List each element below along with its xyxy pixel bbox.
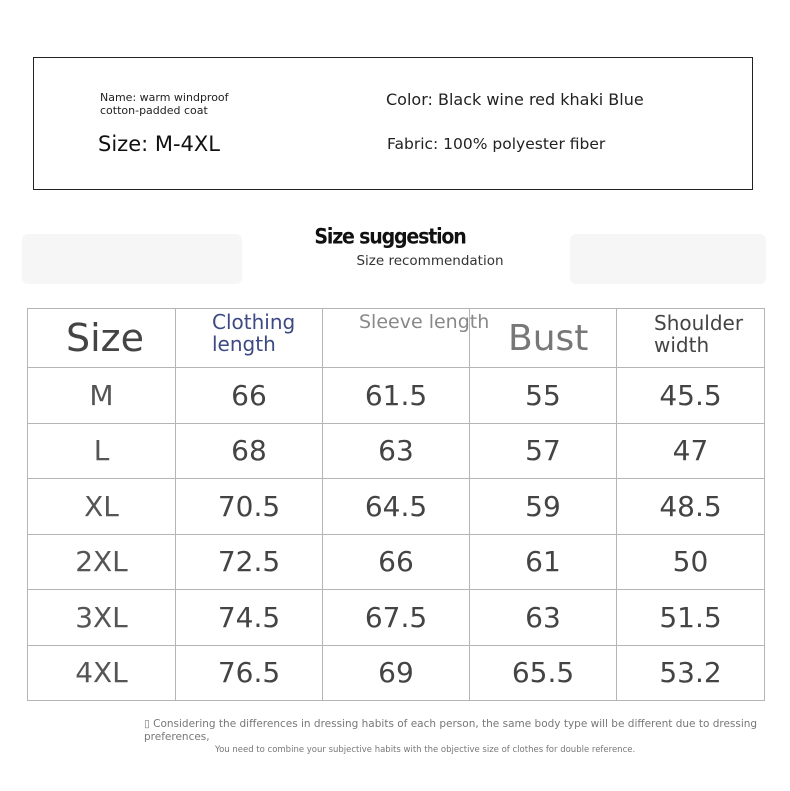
bust-value: 61 bbox=[470, 534, 617, 590]
size-suggestion-title bbox=[0, 225, 790, 249]
product-fabric: Fabric: 100% polyester fiber bbox=[387, 135, 606, 153]
size-suggestion-title-text: Size suggestion bbox=[314, 224, 466, 250]
bust-value: 59 bbox=[470, 479, 617, 535]
clothing-length-value: 72.5 bbox=[176, 534, 323, 590]
reference-advice-note: You need to combine your subjective habits with the objective size of clothes for double reference. bbox=[215, 745, 636, 755]
shoulder-width-value: 53.2 bbox=[617, 645, 765, 701]
fit-disclaimer-note: ▯ Considering the differences in dressing habits of each person, the same body type will be different due to dressing preferences, bbox=[144, 718, 758, 743]
product-info-box bbox=[33, 57, 753, 190]
size-recommendation-subtitle-text: Size recommendation bbox=[356, 253, 504, 269]
table-row bbox=[28, 423, 765, 479]
size-label: 4XL bbox=[28, 645, 176, 701]
header-clothing-length bbox=[176, 309, 323, 368]
header-size: Size bbox=[28, 309, 176, 368]
table-row bbox=[28, 534, 765, 590]
sleeve-length-value: 66 bbox=[323, 534, 470, 590]
header-sleeve-length: Sleeve length bbox=[323, 309, 470, 368]
size-chart-table bbox=[27, 308, 765, 701]
product-name bbox=[100, 91, 260, 117]
header-shoulder-width bbox=[617, 309, 765, 368]
table-row bbox=[28, 368, 765, 424]
header-shoulder-width-line1: Shoulder bbox=[654, 311, 744, 335]
sleeve-length-value: 69 bbox=[323, 645, 470, 701]
shoulder-width-value: 50 bbox=[617, 534, 765, 590]
shoulder-width-value: 45.5 bbox=[617, 368, 765, 424]
clothing-length-value: 66 bbox=[176, 368, 323, 424]
bust-value: 65.5 bbox=[470, 645, 617, 701]
size-label: XL bbox=[28, 479, 176, 535]
header-bust: Bust bbox=[470, 309, 617, 368]
product-size-range: Size: M-4XL bbox=[98, 132, 221, 156]
bust-value: 57 bbox=[470, 423, 617, 479]
size-label: L bbox=[28, 423, 176, 479]
shoulder-width-value: 47 bbox=[617, 423, 765, 479]
size-recommendation-subtitle bbox=[0, 253, 790, 269]
table-row bbox=[28, 590, 765, 646]
clothing-length-value: 76.5 bbox=[176, 645, 323, 701]
product-name-line1: Name: warm windproof bbox=[100, 91, 229, 104]
table-row bbox=[28, 645, 765, 701]
product-name-line2: cotton-padded coat bbox=[100, 104, 208, 117]
sleeve-length-value: 61.5 bbox=[323, 368, 470, 424]
sleeve-length-value: 67.5 bbox=[323, 590, 470, 646]
size-chart-header-row bbox=[28, 309, 765, 368]
clothing-length-value: 70.5 bbox=[176, 479, 323, 535]
header-clothing-length-line1: Clothing bbox=[212, 310, 296, 334]
bust-value: 63 bbox=[470, 590, 617, 646]
table-row bbox=[28, 479, 765, 535]
shoulder-width-value: 48.5 bbox=[617, 479, 765, 535]
size-label: 2XL bbox=[28, 534, 176, 590]
shoulder-width-value: 51.5 bbox=[617, 590, 765, 646]
clothing-length-value: 68 bbox=[176, 423, 323, 479]
clothing-length-value: 74.5 bbox=[176, 590, 323, 646]
header-shoulder-width-line2: width bbox=[654, 333, 710, 357]
sleeve-length-value: 64.5 bbox=[323, 479, 470, 535]
sleeve-length-value: 63 bbox=[323, 423, 470, 479]
header-clothing-length-line2: length bbox=[212, 332, 276, 356]
bust-value: 55 bbox=[470, 368, 617, 424]
size-label: M bbox=[28, 368, 176, 424]
product-colors: Color: Black wine red khaki Blue bbox=[386, 90, 644, 109]
size-label: 3XL bbox=[28, 590, 176, 646]
